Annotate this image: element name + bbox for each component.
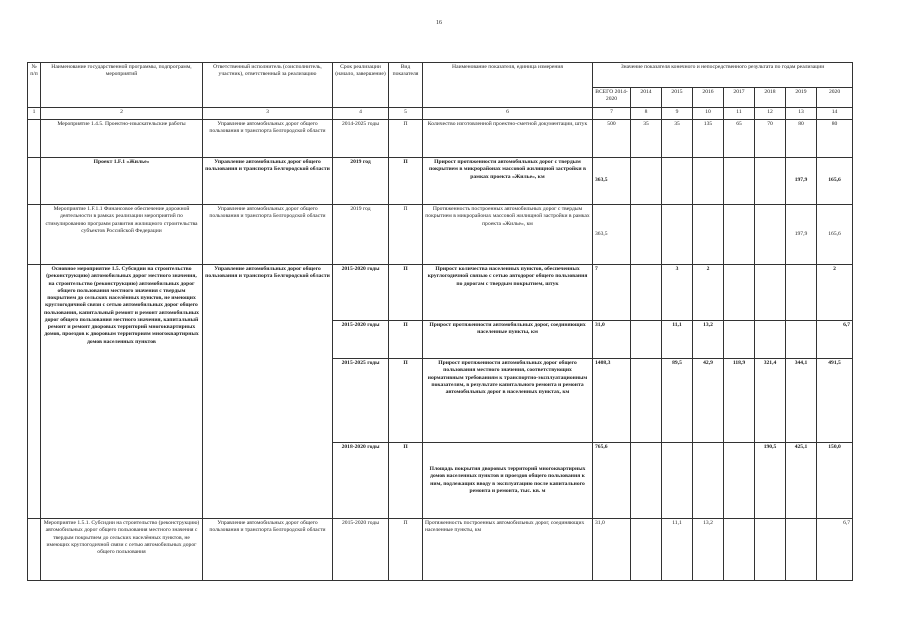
row-value xyxy=(693,205,724,265)
row-value xyxy=(724,205,755,265)
row-value-total: 363,5 xyxy=(593,158,631,205)
column-number: 11 xyxy=(724,108,755,120)
row-value xyxy=(724,265,755,321)
header-cell-year: 2016 xyxy=(693,88,724,108)
row-value: 11,1 xyxy=(662,519,693,581)
row-value xyxy=(631,321,662,359)
header-cell-type: Вид показателя xyxy=(389,63,423,108)
row-value xyxy=(786,265,817,321)
header-cell-total: ВСЕГО 2014-2020 xyxy=(593,88,631,108)
row-value: 165,6 xyxy=(817,158,853,205)
page-number: 16 xyxy=(436,20,442,26)
row-value: 344,1 xyxy=(786,359,817,443)
row-value xyxy=(786,519,817,581)
row-value xyxy=(786,321,817,359)
row-value: 35 xyxy=(662,120,693,158)
row-value xyxy=(662,443,693,519)
header-cell-number: № п/п xyxy=(28,63,41,108)
column-number: 4 xyxy=(333,108,389,120)
row-value xyxy=(631,443,662,519)
row-value xyxy=(724,321,755,359)
row-indicator: Прирост количества населенных пунктов, обеспеченных круглогодичной связью с сетью автодорог общего пользования по дорогам с твердым покрытием, штук xyxy=(423,265,593,321)
row-name: Проект 1.F.1 «Жилье» xyxy=(41,158,203,205)
row-indicator: Протяженность построенных автомобильных дорог, соединяющих населенные пункты, км xyxy=(423,519,593,581)
row-type: П xyxy=(389,158,423,205)
row-value: 425,1 xyxy=(786,443,817,519)
row-value: 135 xyxy=(693,120,724,158)
table-row xyxy=(28,120,853,158)
row-type: П xyxy=(389,321,423,359)
indicators-table xyxy=(27,62,853,581)
header-cell-year: 2017 xyxy=(724,88,755,108)
row-type: П xyxy=(389,443,423,519)
header-cell-values-group: Значение показателя конечного и непосредственного результата по годам реализации xyxy=(593,63,853,88)
row-value xyxy=(724,443,755,519)
row-name: Мероприятие 1.5.1. Субсидии на строительство (реконструкцию) автомобильных дорог общего пользования местного значения с твердым покрытием до сельских населённых пунктов, не имеющих круглогодичной связи с сетью автомобильных дорог общего пользования xyxy=(41,519,203,581)
header-cell-year: 2014 xyxy=(631,88,662,108)
header-cell-indicator: Наименование показателя, единица измерения xyxy=(423,63,593,108)
column-number: 14 xyxy=(817,108,853,120)
header-cell-period: Срок реализации (начало, завершение) xyxy=(333,63,389,108)
row-value xyxy=(755,321,786,359)
row-value: 197,9 xyxy=(786,205,817,265)
row-value-total: 7 xyxy=(593,265,631,321)
table-row xyxy=(28,519,853,581)
column-number: 2 xyxy=(41,108,203,120)
row-executor: Управление автомобильных дорог общего пользования и транспорта Белгородской области xyxy=(203,158,333,205)
row-value: 491,5 xyxy=(817,359,853,443)
row-value: 6,7 xyxy=(817,519,853,581)
row-indicator: Протяженность построенных автомобильных дорог с твердым покрытием в микрорайонах массовой жилищной застройки в рамках проекта «Жилье», км xyxy=(423,205,593,265)
row-period: 2014-2025 годы xyxy=(333,120,389,158)
column-number: 13 xyxy=(786,108,817,120)
row-value: 35 xyxy=(631,120,662,158)
row-value xyxy=(755,265,786,321)
header-cell-year: 2020 xyxy=(817,88,853,108)
row-value xyxy=(755,158,786,205)
row-value: 6,7 xyxy=(817,321,853,359)
row-period: 2019 год xyxy=(333,205,389,265)
row-executor: Управление автомобильных дорог общего пользования и транспорта Белгородской области xyxy=(203,205,333,265)
row-value xyxy=(631,158,662,205)
row-value: 150,0 xyxy=(817,443,853,519)
row-type: П xyxy=(389,120,423,158)
row-value: 11,1 xyxy=(662,321,693,359)
row-value-total: 31,0 xyxy=(593,321,631,359)
row-value: 3 xyxy=(662,265,693,321)
row-value: 2 xyxy=(817,265,853,321)
table-row xyxy=(28,205,853,265)
row-value xyxy=(724,158,755,205)
row-value: 118,9 xyxy=(724,359,755,443)
row-value xyxy=(755,519,786,581)
row-period: 2015-2020 годы xyxy=(333,321,389,359)
row-value: 70 xyxy=(755,120,786,158)
row-type: П xyxy=(389,205,423,265)
column-number: 6 xyxy=(423,108,593,120)
column-number-row xyxy=(28,108,853,120)
row-value xyxy=(662,158,693,205)
row-value: 165,6 xyxy=(817,205,853,265)
column-number: 9 xyxy=(662,108,693,120)
group-row-executor: Управление автомобильных дорог общего пользования и транспорта Белгородской области xyxy=(203,265,333,519)
row-value-total: 500 xyxy=(593,120,631,158)
header-cell-year: 2018 xyxy=(755,88,786,108)
row-indicator: Площадь покрытия дворовых территорий многоквартирных домов населенных пунктов и проездов общего пользования к ним, подлежащих вводу в эксплуатацию после капитального ремонта и ремонта, тыс. кв. м xyxy=(423,443,593,519)
row-value: 42,9 xyxy=(693,359,724,443)
row-value: 321,4 xyxy=(755,359,786,443)
row-value xyxy=(755,205,786,265)
column-number: 5 xyxy=(389,108,423,120)
column-number: 12 xyxy=(755,108,786,120)
row-value-total: 363,5 xyxy=(593,205,631,265)
row-indicator: Прирост протяженности автомобильных дорог с твердым покрытием в микрорайонах массовой жилищной застройки в рамках проекта «Жилье», км xyxy=(423,158,593,205)
row-value xyxy=(631,205,662,265)
row-value xyxy=(631,265,662,321)
row-value: 190,5 xyxy=(755,443,786,519)
row-value-total: 1408,3 xyxy=(593,359,631,443)
row-type: П xyxy=(389,265,423,321)
row-executor: Управление автомобильных дорог общего пользования и транспорта Белгородской области xyxy=(203,519,333,581)
row-value xyxy=(693,158,724,205)
row-indicator: Количество изготовленной проектно-сметной документации, штук xyxy=(423,120,593,158)
column-number: 10 xyxy=(693,108,724,120)
row-type: П xyxy=(389,359,423,443)
row-indicator: Прирост протяженности автомобильных дорог общего пользования местного значения, соответствующих нормативным требованиям к транспортно-эксплуатационным показателям, в результате капитального ремонта и ремонта автомобильных дорог в населенных пунктах, км xyxy=(423,359,593,443)
table-row xyxy=(28,158,853,205)
row-name: Мероприятие 1.F.1.1 Финансовое обеспечение дорожной деятельности в рамках реализации мероприятий по стимулированию программ развития жилищного строительства субъектов Российской Федерации xyxy=(41,205,203,265)
row-value xyxy=(631,359,662,443)
row-value xyxy=(724,519,755,581)
row-indicator: Прирост протяженности автомобильных дорог, соединяющих населенные пункты, км xyxy=(423,321,593,359)
row-value: 80 xyxy=(786,120,817,158)
row-period: 2015-2020 годы xyxy=(333,265,389,321)
group-row-name: Основное мероприятие 1.5. Субсидии на строительство (реконструкцию) автомобильных дорог местного значения, на строительство (реконструкцию) автомобильных дорог общего пользования местного значения с твердым покрытием до сельских населённых пунктов, не имеющих круглогодичной связи с сетью автомобильных дорог общего пользования, капитальный ремонт и ремонт автомобильных дорог общего пользования местного значения, капитальный ремонт и ремонт дворовых территорий многоквартирных домов, проездов к дворовым территориям многоквартирных домов населенных пунктов xyxy=(41,265,203,519)
row-period: 2018-2020 годы xyxy=(333,443,389,519)
header-cell-executor: Ответственный исполнитель (соисполнитель, участник), ответственный за реализацию xyxy=(203,63,333,108)
column-number: 7 xyxy=(593,108,631,120)
row-value: 13,2 xyxy=(693,519,724,581)
header-cell-program: Наименование государственной программы, подпрограмм, мероприятий xyxy=(41,63,203,108)
row-value xyxy=(662,205,693,265)
row-value: 89,5 xyxy=(662,359,693,443)
row-value-total: 31,0 xyxy=(593,519,631,581)
row-period: 2015-2025 годы xyxy=(333,359,389,443)
table-row xyxy=(28,265,853,321)
row-value: 65 xyxy=(724,120,755,158)
row-value: 2 xyxy=(693,265,724,321)
row-value xyxy=(693,443,724,519)
row-value xyxy=(631,519,662,581)
column-number: 8 xyxy=(631,108,662,120)
column-number: 1 xyxy=(28,108,41,120)
row-value: 13,2 xyxy=(693,321,724,359)
header-row xyxy=(28,63,853,88)
header-cell-year: 2019 xyxy=(786,88,817,108)
column-number: 3 xyxy=(203,108,333,120)
row-name: Мероприятие 1.4.5. Проектно-изыскательские работы xyxy=(41,120,203,158)
row-executor: Управление автомобильных дорог общего пользования и транспорта Белгородской области xyxy=(203,120,333,158)
row-value: 197,9 xyxy=(786,158,817,205)
row-period: 2015-2020 годы xyxy=(333,519,389,581)
row-value: 80 xyxy=(817,120,853,158)
header-cell-year: 2015 xyxy=(662,88,693,108)
row-value-total: 765,6 xyxy=(593,443,631,519)
row-period: 2019 год xyxy=(333,158,389,205)
row-type: П xyxy=(389,519,423,581)
